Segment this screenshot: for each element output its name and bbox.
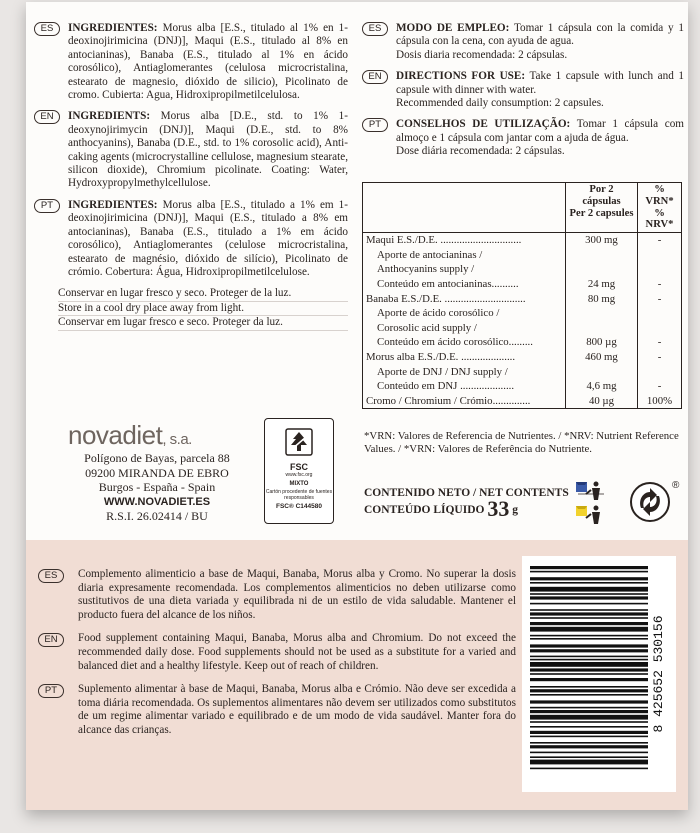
nutrition-row — [363, 306, 682, 321]
nutrition-cell-amount: 4,6 mg — [566, 379, 638, 394]
nutrition-cell-vrn: - — [638, 350, 682, 365]
barcode-bar — [530, 736, 648, 738]
usage-pt-text: Tomar 1 cápsula com almoço e 1 cápsula com jantar com a ajuda de água. — [396, 118, 684, 144]
address-line-1: Polígono de Bayas, parcela 88 — [84, 451, 230, 465]
nutrition-header-vrn — [638, 183, 682, 233]
rsi-number: R.S.I. 26.02414 / BU — [106, 509, 208, 523]
storage-pt: Conservar em lugar fresco e seco. Proteger da luz. — [58, 316, 348, 330]
fsc-certification-badge — [264, 418, 334, 524]
nutrition-header-amount — [566, 183, 638, 233]
barcode-bar — [530, 649, 648, 652]
lang-tag-es: ES — [38, 569, 64, 583]
usage-en-title: DIRECTIONS FOR USE: — [396, 70, 526, 83]
nutrition-cell-amount: 800 µg — [566, 335, 638, 350]
nutrition-row — [363, 233, 682, 248]
fsc-web: www.fsc.org — [285, 472, 313, 478]
ingredients-es — [34, 22, 348, 102]
company-block — [68, 420, 268, 524]
statement-pt — [38, 683, 516, 737]
ingredients-en-text: Morus alba [D.E., std. to 1% 1-deoxynojirimycin (DNJ)], Maqui (D.E., std. to 8% anthocyanins), Banaba (D.E., std. to 1% corosolic acid), Anti-caking agents (microcrystalline cellulose, magnesium stearate, silicon dioxide), Chromium picolinate. Coating: Water, Hydroxypropylmethylcellulose. — [68, 110, 348, 190]
nutrition-cell-amount — [566, 262, 638, 277]
lang-tag-es: ES — [362, 22, 388, 36]
nutrition-cell-label: Maqui E.S./D.E. .............................. — [363, 233, 566, 248]
ingredients-es-title: INGREDIENTES: — [68, 22, 158, 34]
address-line-2: 09200 MIRANDA DE EBRO — [85, 465, 229, 480]
nutrition-cell-vrn — [638, 248, 682, 263]
barcode-bar — [530, 694, 648, 696]
logo-suffix: , s.a. — [162, 431, 192, 448]
label-top-panel — [26, 2, 688, 540]
lang-tag-en: EN — [34, 110, 60, 124]
lang-tag-es: ES — [34, 22, 60, 36]
nutrition-row — [363, 365, 682, 380]
nutrition-cell-amount: 300 mg — [566, 233, 638, 248]
nutrition-row — [363, 248, 682, 263]
nutrition-cell-label: Banaba E.S./D.E. .............................. — [363, 292, 566, 307]
barcode-bar — [530, 593, 648, 595]
ingredients-es-text: Morus alba [E.S., titulado al 1% en 1-deoxinojirimicina (DNJ)], Maqui (E.S., titulado al 8% en antocianinas), Banaba (E.S., titulado al 1% en ácido corosólico), Antiaglomerantes (celulosa microcristalina, estearato de magnesio, dióxido de silicio), Picolinato de cromo. Cubierta: Agua, Hidroxipropilmetilcelulosa. — [68, 22, 348, 102]
usage-pt — [362, 118, 684, 158]
usage-column — [362, 22, 684, 167]
nutrition-cell-amount: 80 mg — [566, 292, 638, 307]
barcode-bar — [530, 756, 648, 758]
barcode-bar — [530, 617, 648, 619]
nutrition-cell-vrn: - — [638, 335, 682, 350]
barcode-bar — [530, 644, 648, 647]
usage-en — [362, 70, 684, 110]
barcode-bar — [530, 726, 648, 728]
fsc-code: FSC® C144580 — [276, 503, 322, 510]
nutrition-header-label — [363, 183, 566, 233]
barcode-bar — [530, 689, 648, 692]
green-dot-icon — [630, 482, 670, 522]
lang-tag-en: EN — [362, 70, 388, 84]
usage-es-title: MODO DE EMPLEO: — [396, 22, 510, 34]
fsc-tree-icon — [284, 427, 314, 457]
lang-tag-en: EN — [38, 633, 64, 647]
net-unit: g — [512, 504, 518, 516]
barcode-bar — [530, 742, 648, 744]
barcode-bar — [530, 622, 648, 625]
nutrition-row — [363, 262, 682, 277]
header-amount-es: Por 2 cápsulas — [582, 184, 621, 207]
barcode-bar — [530, 582, 648, 584]
nutrition-cell-amount — [566, 365, 638, 380]
net-contents — [364, 486, 594, 521]
recycle-bin-icon — [574, 480, 610, 526]
storage-es: Conservar en lugar fresco y seco. Proteger de la luz. — [58, 287, 348, 301]
fsc-mix: MIXTO — [289, 481, 309, 487]
statement-es-text: Complemento alimenticio a base de Maqui, Banaba, Morus alba y Cromo. No superar la dosis diaria expresamente recomendada. Los complementos alimenticios no deben utilizarse como sustitutivos de una dieta variada y equilibrada ni de un estilo de vida saludable. Mantener el producto fuera del alcance de los niños. — [78, 568, 516, 621]
nutrition-cell-amount: 40 µg — [566, 394, 638, 409]
header-vrn: % VRN* — [645, 184, 674, 207]
statement-en-text: Food supplement containing Maqui, Banaba, Morus alba and Chromium. Do not exceed the recommended daily dose. Food supplements should not be used as a substitute for a varied and balanced diet and a healthy lifestyle. Keep out of reach of children. — [78, 632, 516, 672]
lang-tag-pt: PT — [34, 199, 60, 213]
net-contents-line-1: CONTENIDO NETO / NET CONTENTS — [364, 487, 569, 499]
usage-es-dose: Dosis diaria recomendada: 2 cápsulas. — [396, 48, 568, 61]
supplement-statements — [38, 568, 516, 748]
novadiet-logo — [68, 420, 268, 451]
nutrition-cell-amount — [566, 321, 638, 336]
nutrition-row — [363, 277, 682, 292]
nutrition-cell-label: Corosolic acid supply / — [363, 321, 566, 336]
nutrition-cell-vrn: 100% — [638, 394, 682, 409]
label-bottom-panel — [26, 540, 688, 810]
barcode-bar — [530, 662, 648, 667]
nutrition-cell-amount — [566, 248, 638, 263]
statement-en — [38, 632, 516, 673]
ingredients-pt — [34, 199, 348, 279]
nutrition-cell-amount: 24 mg — [566, 277, 638, 292]
usage-pt-dose: Dose diária recomendada: 2 cápsulas. — [396, 145, 565, 158]
nutrition-cell-vrn: - — [638, 233, 682, 248]
nutrition-cell-label: Conteúdo em antocianinas.......... — [363, 277, 566, 292]
recycling-symbols — [574, 480, 684, 530]
nutrition-header-row — [363, 183, 682, 233]
nutrition-cell-vrn: - — [638, 292, 682, 307]
barcode-bar — [530, 659, 648, 661]
usage-es-text: Tomar 1 cápsula con la comida y 1 cápsula con la cena, con ayuda de agua. — [396, 22, 684, 48]
nutrition-cell-label: Morus alba E.S./D.E. .................... — [363, 350, 566, 365]
barcode-number: 8 425652 530156 — [651, 615, 666, 733]
barcode-bar — [530, 596, 648, 599]
nutrition-cell-label: Cromo / Chromium / Crómio.............. — [363, 394, 566, 409]
nutrition-row — [363, 292, 682, 307]
barcode-bar — [530, 571, 648, 573]
nutrition-cell-vrn — [638, 262, 682, 277]
ean-barcode — [522, 556, 676, 792]
barcode-bar — [530, 609, 648, 611]
nutrition-footnote: *VRN: Valores de Referencia de Nutrientes. / *NRV: Nutrient Reference Values. / *VRN: Valores de Referência do Nutriente. — [364, 430, 679, 456]
nutrition-rows — [363, 233, 682, 409]
nutrition-cell-amount — [566, 306, 638, 321]
barcode-bar — [530, 627, 648, 632]
company-address — [72, 451, 242, 524]
barcode-bar — [530, 638, 648, 640]
barcode-bar — [530, 603, 648, 605]
statement-pt-text: Suplemento alimentar à base de Maqui, Banaba, Morus alba e Crómio. Não deve ser excedida a toma diária recomendada. Os suplementos alimentares não devem ser utilizados como substitutos de um regime alimentar variado e equilibrado e de um modo de vida saudável. Manter fora do alcance das crianças. — [78, 683, 516, 736]
barcode-bar — [530, 715, 648, 720]
ingredients-column — [34, 22, 348, 331]
barcode-bar — [530, 752, 648, 754]
fsc-name: FSC — [290, 462, 308, 472]
barcode-bar — [530, 656, 648, 658]
ingredients-pt-title: INGREDIENTES: — [68, 198, 158, 211]
barcode-bar — [530, 710, 648, 713]
barcode-bar — [530, 721, 648, 723]
header-amount-en: Per 2 capsules — [569, 207, 634, 219]
header-nrv: % NRV* — [645, 207, 674, 231]
nutrition-cell-label: Aporte de antocianinas / — [363, 248, 566, 263]
barcode-bar — [530, 707, 648, 709]
barcode-bar — [530, 700, 648, 703]
nutrition-cell-label: Conteúdo em DNJ .................... — [363, 379, 566, 394]
nutrition-cell-label: Aporte de DNJ / DNJ supply / — [363, 365, 566, 380]
lang-tag-pt: PT — [362, 118, 388, 132]
nutrition-cell-amount: 460 mg — [566, 350, 638, 365]
barcode-bar — [530, 678, 648, 681]
nutrition-row — [363, 335, 682, 350]
address-line-3: Burgos - España - Spain — [98, 480, 216, 494]
barcode-bar — [530, 768, 648, 770]
nutrition-cell-label: Anthocyanins supply / — [363, 262, 566, 277]
logo-main: novadiet — [68, 420, 163, 450]
barcode-bar — [530, 760, 648, 765]
net-contents-pt: CONTEÚDO LÍQUIDO — [364, 504, 485, 516]
ingredients-pt-text: Morus alba [E.S., titulado a 1% em 1-deoxinojirimicina (DNJ)], Maqui (E.S., titulado a 8% em antocianinas), Banaba (E.S., titulado a 1% em ácido corosólico), Antiaglomerantes (celulose microcristalina, estearato de magnésio, dióxido de silício), Picolinato de crómio. Cobertura: Água, Hidroxipropilmetilcelulose. — [68, 198, 348, 278]
nutrition-cell-vrn — [638, 306, 682, 321]
product-label — [26, 2, 688, 810]
statement-es — [38, 568, 516, 622]
usage-es — [362, 22, 684, 62]
nutrition-row — [363, 321, 682, 336]
barcode-bar — [530, 673, 648, 675]
nutrition-cell-vrn: - — [638, 379, 682, 394]
ingredients-en — [34, 110, 348, 190]
storage-instructions — [34, 287, 348, 330]
usage-en-dose: Recommended daily consumption: 2 capsules. — [396, 97, 604, 110]
net-amount: 33 — [487, 496, 510, 521]
registered-mark: ® — [672, 480, 680, 491]
storage-en: Store in a cool dry place away from light. — [58, 302, 348, 316]
barcode-bar — [530, 577, 648, 580]
net-contents-line-2 — [364, 496, 594, 521]
ingredients-en-title: INGREDIENTS: — [68, 110, 151, 123]
barcode-bar — [530, 745, 648, 748]
barcode-bar — [530, 612, 648, 615]
usage-en-text: Take 1 capsule with lunch and 1 capsule with dinner with water. — [396, 70, 684, 96]
nutrition-row — [363, 379, 682, 394]
fsc-source: Cartón procedente de fuentes responsables — [265, 489, 333, 501]
nutrition-row — [363, 350, 682, 365]
barcode-bar — [530, 635, 648, 637]
lang-tag-pt: PT — [38, 684, 64, 698]
website: WWW.NOVADIET.ES — [103, 495, 211, 508]
nutrition-cell-label: Conteúdo em ácido corosólico......... — [363, 335, 566, 350]
usage-pt-title: CONSELHOS DE UTILIZAÇÃO: — [396, 118, 571, 131]
barcode-bar — [530, 587, 648, 592]
nutrition-table — [362, 182, 682, 409]
nutrition-cell-vrn: - — [638, 277, 682, 292]
nutrition-cell-label: Aporte de ácido corosólico / — [363, 306, 566, 321]
barcode-bar — [530, 668, 648, 671]
nutrition-cell-vrn — [638, 365, 682, 380]
nutrition-row — [363, 394, 682, 409]
barcode-bar — [530, 566, 648, 569]
barcode-bar — [530, 686, 648, 688]
nutrition-cell-vrn — [638, 321, 682, 336]
barcode-bar — [530, 731, 648, 734]
barcode-bars — [522, 556, 676, 792]
